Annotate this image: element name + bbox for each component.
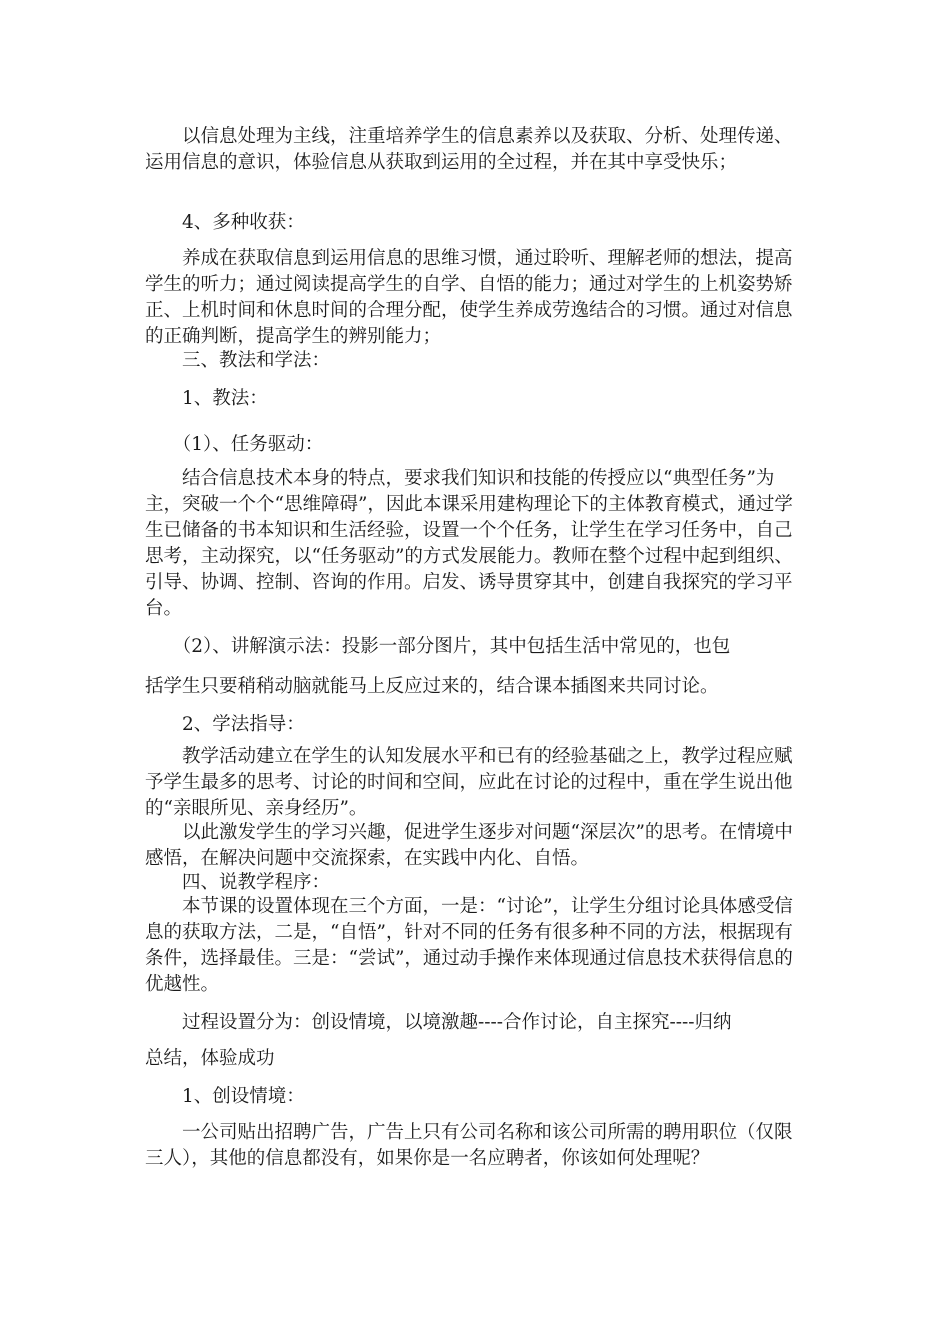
paragraph: 结合信息技术本身的特点，要求我们知识和技能的传授应以“典型任务”为主，突破一个个“思维障碍”，因此本课采用建构理论下的主体教育模式，通过学生已储备的书本知识和生活经验，设置一个个任务，让学生在学习任务中，自己思考，主动探究，以“任务驱动”的方式发展能力。教师在整个过程中起到组织、引导、协调、控制、咨询的作用。启发、诱导贯穿其中，创建自我探究的学习平台。 — [145, 468, 793, 619]
paragraph: 以此激发学生的学习兴趣，促进学生逐步对问题“深层次”的思考。在情境中感悟，在解决问题中交流探索，在实践中内化、自悟。 — [145, 822, 793, 869]
paragraph: 一公司贴出招聘广告，广告上只有公司名称和该公司所需的聘用职位（仅限三人），其他的信息都没有，如果你是一名应聘者，你该如何处理呢？ — [145, 1122, 793, 1169]
section-heading: 四、说教学程序： — [145, 872, 331, 893]
subsection-heading: 2、学法指导： — [145, 714, 305, 735]
paragraph: （2）、讲解演示法：投影一部分图片，其中包括生活中常见的，也包 — [145, 636, 731, 657]
paragraph: 括学生只要稍稍动脑就能马上反应过来的，结合课本插图来共同讨论。 — [145, 676, 719, 697]
subsection-heading: 1、创设情境： — [145, 1086, 305, 1107]
paragraph: 教学活动建立在学生的认知发展水平和已有的经验基础之上，教学过程应赋予学生最多的思考、讨论的时间和空间，应此在讨论的过程中，重在学生说出他的“亲眼所见、亲身经历”。 — [145, 746, 793, 819]
paragraph: 养成在获取信息到运用信息的思维习惯，通过聆听、理解老师的想法，提高学生的听力；通过阅读提高学生的自学、自悟的能力；通过对学生的上机姿势矫正、上机时间和休息时间的合理分配，使学生养成劳逸结合的习惯。通过对信息的正确判断，提高学生的辨别能力； — [145, 248, 793, 347]
subsection-heading: 1、教法： — [145, 388, 268, 409]
paragraph: 本节课的设置体现在三个方面，一是：“讨论”，让学生分组讨论具体感受信息的获取方法，二是，“自悟”，针对不同的任务有很多种不同的方法，根据现有条件，选择最佳。三是：“尝试”，通过动手操作来体现通过信息技术获得信息的优越性。 — [145, 896, 793, 995]
paragraph: 总结，体验成功 — [145, 1048, 275, 1069]
paragraph: 以信息处理为主线，注重培养学生的信息素养以及获取、分析、处理传递、运用信息的意识，体验信息从获取到运用的全过程，并在其中享受快乐； — [145, 126, 793, 173]
paragraph: 4、多种收获： — [145, 212, 305, 233]
subsection-heading: （1）、任务驱动： — [145, 434, 324, 455]
paragraph: 过程设置分为：创设情境，以境激趣----合作讨论，自主探究----归纳 — [145, 1012, 732, 1033]
section-heading: 三、教法和学法： — [145, 350, 331, 371]
